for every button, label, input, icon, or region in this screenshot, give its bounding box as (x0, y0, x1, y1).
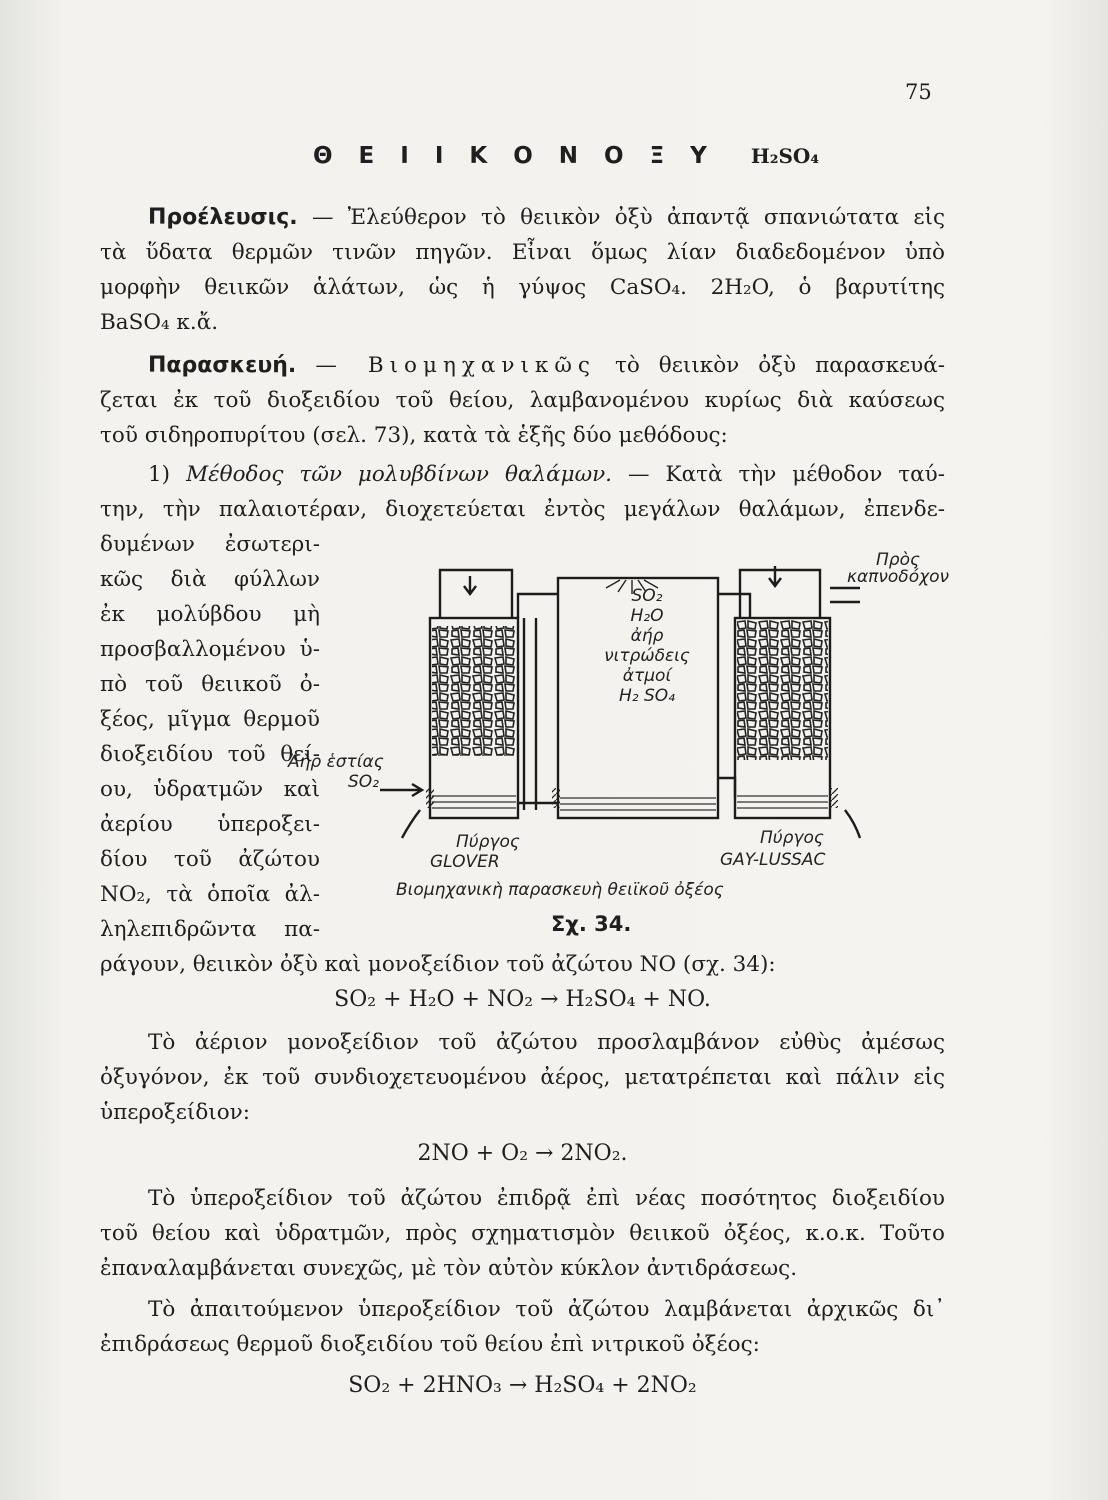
pipe-glover-chamber (518, 594, 558, 618)
text-line: τοῦ θείου καὶ ὑδρατμῶν, πρὸς σχηματισμὸν θειικοῦ ὀξέος, κ.ο.κ. Τοῦτο (100, 1221, 945, 1246)
text-line: ἀερίου ὑπεροξει- (100, 812, 320, 837)
figure-italic-caption: Βιομηχανικὴ παρασκευὴ θειϊκοῦ ὀξέος (396, 880, 724, 900)
arrow-down-icon (464, 576, 476, 594)
equation-3: SO₂ + 2HNO₃ → H₂SO₄ + 2NO₂ (348, 1373, 697, 1398)
text-line: ξέος, μῖγμα θερμοῦ (100, 707, 320, 732)
arrow-right-icon (380, 784, 422, 796)
text-line: μορφὴν θειικῶν ἁλάτων, ὡς ἡ γύψος CaSO₄. 2H₂O, ὁ βαρυτίτης (100, 275, 945, 300)
pipe-to-chimney (830, 588, 860, 602)
text-line: Τὸ ἀπαιτούμενον ὑπεροξείδιον τοῦ ἀζώτου λαμβάνεται ἀρχικῶς δι᾽ (148, 1297, 945, 1322)
text-line: ὑπεροξείδιον: (100, 1100, 250, 1125)
text-line: Προέλευσις. — Ἐλεύθερον τὸ θειικὸν ὀξὺ ἀπαντᾷ σπανιώτατα εἰς (148, 205, 945, 230)
pipe-gaylussac-top (740, 570, 820, 618)
label-inlet-so2: SO₂ (348, 772, 379, 792)
text-line: 1) Μέθοδος τῶν μολυβδίνων θαλάμων. — Κατὰ τὴν μέθοδον ταύ- (148, 462, 946, 487)
method-title: Μέθοδος τῶν μολυβδίνων θαλάμων. (186, 462, 613, 487)
equation-1: SO₂ + H₂O + NO₂ → H₂SO₄ + NO. (334, 987, 711, 1012)
pipe-bottom (518, 778, 735, 803)
text-line: BaSO₄ κ.ἄ. (100, 310, 219, 335)
section-heading-provenance: Προέλευσις. (148, 205, 298, 230)
label-chimney: Πρὸς καπνοδόχον (846, 550, 950, 587)
text-line: NO₂, τὰ ὁποῖα ἀλ- (100, 882, 320, 907)
label-glover-1: Πύργος (456, 832, 520, 852)
text-line: διοξειδίου τοῦ θεί- (100, 742, 320, 767)
hatch-mark (552, 788, 560, 808)
text-line: ἐπιδράσεως θερμοῦ διοξειδίου τοῦ θείου ἐπὶ νιτρικοῦ ὀξέος: (100, 1332, 760, 1357)
text-line: δυμένων ἐσωτερι- (100, 532, 320, 557)
text-line: ὀξυγόνον, ἐκ τοῦ συνδιοχετευομένου ἀέρος, μετατρέπεται καὶ πάλιν εἰς (100, 1065, 945, 1090)
text-line: πὸ τοῦ θειικοῦ ὀ- (100, 672, 320, 697)
glover-packing (432, 626, 516, 756)
text-line: την, τὴν παλαιοτέραν, διοχετεύεται ἐντὸς μεγάλων θαλάμων, ἐπενδε- (100, 497, 945, 522)
gay-lussac-packing (737, 620, 828, 760)
title-text: Θ Ε Ι Ι Κ Ο Ν Ο Ξ Υ (313, 143, 716, 169)
page-number: 75 (905, 80, 932, 104)
chamber-contents: SO₂ H₂O ἀήρ νιτρώδεις ἀτμοί H₂ SO₄ (604, 586, 690, 706)
left-column-text (100, 527, 320, 947)
pipe-chamber-gaylussac (718, 594, 750, 618)
text-line: Τὸ ἀέριον μονοξείδιον τοῦ ἀζώτου προσλαμβάνον εὐθὺς ἀμέσως (148, 1030, 945, 1055)
equation-2: 2NO + O₂ → 2NO₂. (417, 1141, 628, 1166)
section-heading-preparation: Παρασκευή. (148, 353, 297, 378)
title-formula: H₂SO₄ (750, 144, 820, 168)
text-line: ἐκ μολύβδου μὴ (100, 602, 320, 627)
hatch-mark (830, 788, 838, 808)
text-line: τοῦ σιδηροπυρίτου (σελ. 73), κατὰ τὰ ἑξῆς δύο μεθόδους: (100, 423, 728, 448)
label-glover-2: GLOVER (430, 852, 500, 872)
inner-tube (524, 618, 536, 810)
pipe-glover-top (440, 570, 512, 618)
label-gaylussac-2: GAY-LUSSAC (720, 850, 826, 870)
text-line: ληλεπιδρῶντα πα- (100, 917, 320, 942)
figure-caption: Σχ. 34. (551, 912, 632, 936)
text-line: ἐπαναλαμβάνεται συνεχῶς, μὲ τὸν αὐτὸν κύκλον ἀντιδράσεως. (100, 1256, 798, 1281)
text-line: τὰ ὕδατα θερμῶν τινῶν πηγῶν. Εἶναι ὅμως λίαν διαδεδομένον ὑπὸ (100, 240, 945, 265)
text-line: ράγουν, θειικὸν ὀξὺ καὶ μονοξείδιον τοῦ ἀζώτου NO (σχ. 34): (100, 952, 776, 977)
label-gaylussac-1: Πύργος (760, 828, 824, 848)
text-line: ζεται ἐκ τοῦ διοξειδίου τοῦ θείου, λαμβανομένου κυρίως διὰ καύσεως (100, 388, 945, 413)
text-line: δίου τοῦ ἀζώτου (100, 847, 320, 872)
text-line: προσβαλλομένου ὑ- (100, 637, 320, 662)
text-line: Τὸ ὑπεροξείδιον τοῦ ἀζώτου ἐπιδρᾷ ἐπὶ νέας ποσότητος διοξειδίου (148, 1186, 945, 1211)
figure-lead-chamber-diagram (288, 548, 960, 938)
page-title (313, 143, 819, 169)
hatch-mark (426, 788, 434, 808)
text-line: Παρασκευή. — Βιομηχανικῶς τὸ θειικὸν ὀξὺ παρασκευά- (148, 353, 946, 378)
label-inlet-air: Ἀὴρ ἑστίας (288, 752, 384, 772)
text-line: ου, ὑδρατμῶν καὶ (100, 777, 320, 802)
text-line: κῶς διὰ φύλλων (100, 567, 320, 592)
